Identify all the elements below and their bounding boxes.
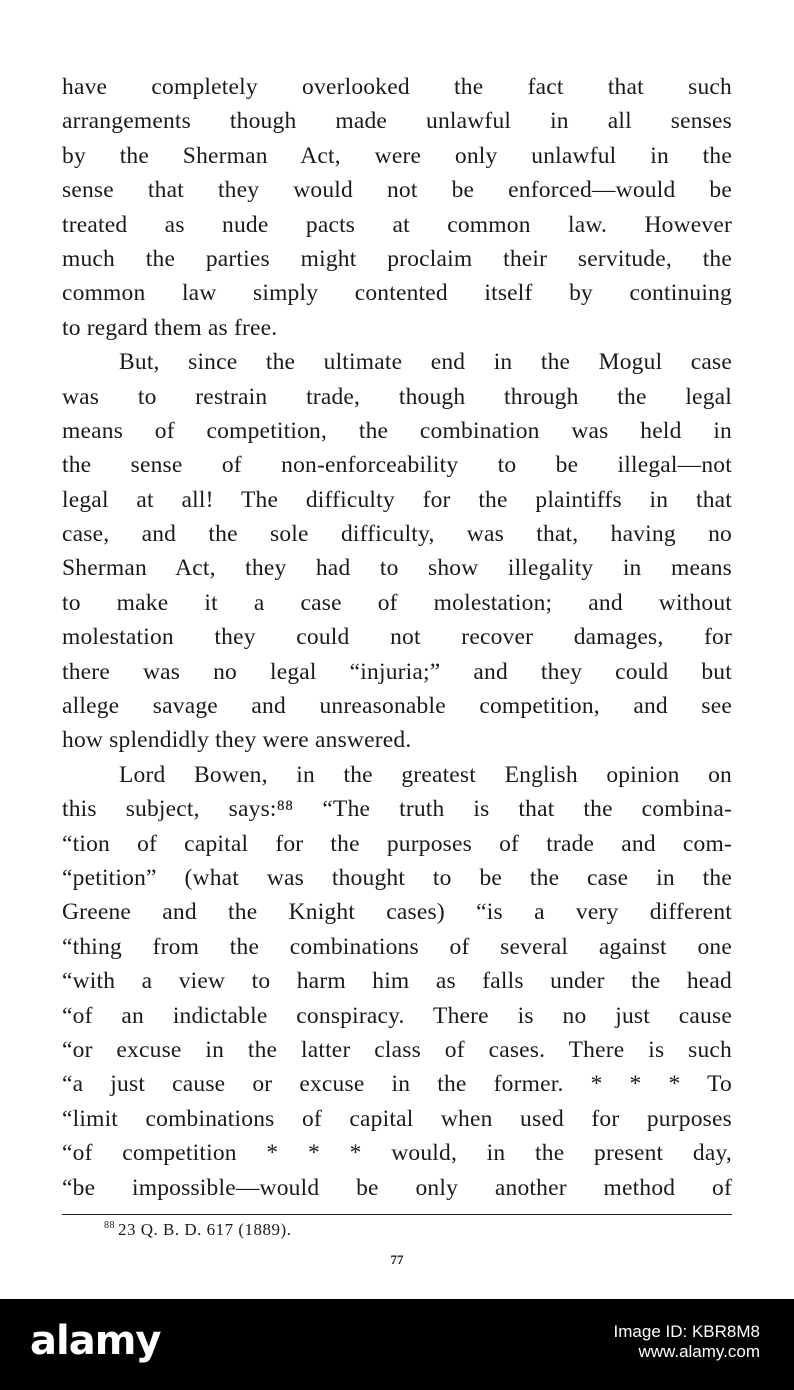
text-line: Lord Bowen, in the greatest English opinion on (119, 761, 732, 788)
site-url-text: www.alamy.com (638, 1342, 760, 1361)
text-line: “be impossible—would be only another method of (62, 1174, 732, 1201)
text-line: “or excuse in the latter class of cases. There is such (62, 1036, 732, 1063)
image-id-text: Image ID: KBR8M8 (613, 1322, 760, 1341)
text-line: Greene and the Knight cases) “is a very different (62, 899, 732, 926)
text-line: “of an indictable conspiracy. There is no just cause (62, 1002, 732, 1029)
text-line: common law simply contented itself by continuing (62, 280, 732, 307)
text-line: But, since the ultimate end in the Mogul case (119, 349, 732, 376)
text-line: was to restrain trade, though through the legal (62, 383, 732, 410)
text-line: “thing from the combinations of several against one (62, 933, 732, 960)
text-line: legal at all! The difficulty for the plaintiffs in that (62, 486, 732, 513)
watermark-id (614, 1322, 760, 1362)
page-number: 77 (390, 1252, 404, 1267)
footnote (104, 1220, 291, 1240)
text-line: arrangements though made unlawful in all senses (62, 108, 732, 135)
text-line: “a just cause or excuse in the former. * * * To (62, 1071, 732, 1098)
text-line: to regard them as free. (62, 314, 278, 341)
text-line: “of competition * * * would, in the present day, (62, 1140, 732, 1167)
text-line: to make it a case of molestation; and without (62, 589, 732, 616)
text-line: “limit combinations of capital when used for purposes (62, 1105, 732, 1132)
text-line: “tion of capital for the purposes of trade and com- (62, 830, 732, 857)
body-text (62, 70, 732, 1205)
text-line: have completely overlooked the fact that such (62, 74, 732, 100)
footnote-divider (62, 1214, 732, 1215)
text-line: allege savage and unreasonable competition, and see (62, 693, 732, 720)
text-line: sense that they would not be enforced—would be (62, 177, 732, 204)
text-line: “petition” (what was thought to be the case in the (62, 864, 732, 891)
text-line: the sense of non-enforceability to be illegal—not (62, 452, 732, 479)
footnote-mark: 88 (104, 1220, 115, 1232)
text-line: “with a view to harm him as falls under the head (62, 968, 732, 995)
alamy-logo: alamy (30, 1318, 161, 1364)
text-line: case, and the sole difficulty, was that, having no (62, 521, 732, 548)
text-line: there was no legal “injuria;” and they could but (62, 658, 732, 685)
text-line: treated as nude pacts at common law. However (62, 211, 732, 238)
footnote-text: 23 Q. B. D. 617 (1889). (118, 1220, 292, 1239)
text-line: molestation they could not recover damages, for (62, 624, 732, 651)
text-line: means of competition, the combination was held in (62, 417, 732, 444)
text-line: this subject, says:⁸⁸ “The truth is that the combina- (62, 796, 732, 823)
text-line: much the parties might proclaim their servitude, the (62, 245, 732, 272)
text-line: by the Sherman Act, were only unlawful in the (62, 142, 732, 169)
text-line: Sherman Act, they had to show illegality in means (62, 555, 732, 582)
text-line: how splendidly they were answered. (62, 727, 412, 754)
